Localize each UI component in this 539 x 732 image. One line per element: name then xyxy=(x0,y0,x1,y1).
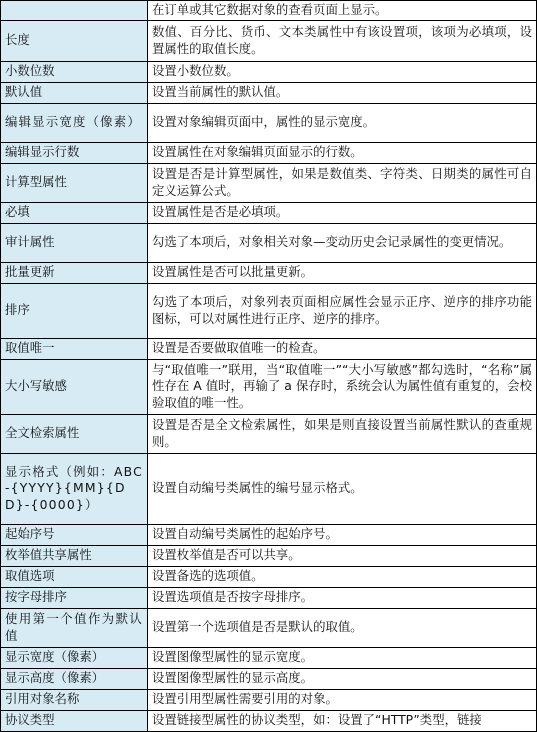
table-row xyxy=(1,414,537,453)
table-row xyxy=(1,283,537,338)
table-row xyxy=(1,82,537,103)
setting-name-cell: 协议类型 xyxy=(1,710,148,731)
table-row xyxy=(1,202,537,223)
table-row xyxy=(1,223,537,262)
setting-name-cell: 长度 xyxy=(1,20,148,61)
setting-description-cell: 设置对象编辑页面中，属性的显示宽度。 xyxy=(148,103,537,142)
table-row xyxy=(1,524,537,545)
table-row xyxy=(1,20,537,61)
setting-description-cell: 设置是否要做取值唯一的检查。 xyxy=(148,338,537,359)
setting-description-cell: 设置图像型属性的显示宽度。 xyxy=(148,647,537,668)
table-row xyxy=(1,587,537,608)
setting-name-cell: 大小写敏感 xyxy=(1,359,148,414)
setting-description-cell: 数值、百分比、货币、文本类属性中有该设置项，该项为必填项，设置属性的取值长度。 xyxy=(148,20,537,61)
table-row xyxy=(1,338,537,359)
setting-name-cell: 取值唯一 xyxy=(1,338,148,359)
setting-description-cell: 设置链接型属性的协议类型，如：设置了“HTTP”类型，链接 xyxy=(148,710,537,731)
setting-name-cell: 枚举值共享属性 xyxy=(1,545,148,566)
setting-description-cell: 勾选了本项后，对象相关对象—变动历史会记录属性的变更情况。 xyxy=(148,223,537,262)
table-row xyxy=(1,163,537,202)
setting-description-cell: 设置图像型属性的显示高度。 xyxy=(148,668,537,689)
table-row xyxy=(1,1,537,21)
setting-description-cell: 设置属性是否可以批量更新。 xyxy=(148,262,537,283)
setting-name-cell: 编辑显示行数 xyxy=(1,142,148,163)
table-row xyxy=(1,103,537,142)
setting-description-cell: 设置自动编号类属性的起始序号。 xyxy=(148,524,537,545)
setting-description-cell: 在订单或其它数据对象的查看页面上显示。 xyxy=(148,1,537,21)
setting-name-cell: 默认值 xyxy=(1,82,148,103)
setting-description-cell: 设置属性是否是必填项。 xyxy=(148,202,537,223)
setting-description-cell: 设置是否是全文检索属性，如果是则直接设置当前属性默认的查重规则。 xyxy=(148,414,537,453)
setting-name-cell: 小数位数 xyxy=(1,61,148,82)
table-row xyxy=(1,61,537,82)
table-row xyxy=(1,262,537,283)
table-row xyxy=(1,453,537,524)
setting-description-cell: 设置选项值是否按字母排序。 xyxy=(148,587,537,608)
table-row xyxy=(1,359,537,414)
setting-name-cell: 审计属性 xyxy=(1,223,148,262)
setting-name-cell: 取值选项 xyxy=(1,566,148,587)
setting-description-cell: 设置小数位数。 xyxy=(148,61,537,82)
setting-name-cell: 排序 xyxy=(1,283,148,338)
table-row xyxy=(1,710,537,731)
setting-description-cell: 设置备选的选项值。 xyxy=(148,566,537,587)
setting-name-cell: 显示格式（例如：ABC-{YYYY}{MM}{DD}-{0000}） xyxy=(1,453,148,524)
setting-description-cell: 设置自动编号类属性的编号显示格式。 xyxy=(148,453,537,524)
setting-name-cell: 计算型属性 xyxy=(1,163,148,202)
table-row xyxy=(1,566,537,587)
setting-description-cell: 设置是否是计算型属性，如果是数值类、字符类、日期类的属性可自定义运算公式。 xyxy=(148,163,537,202)
setting-name-cell: 必填 xyxy=(1,202,148,223)
table-row xyxy=(1,647,537,668)
setting-name-cell: 起始序号 xyxy=(1,524,148,545)
setting-name-cell: 按字母排序 xyxy=(1,587,148,608)
setting-description-cell: 设置枚举值是否可以共享。 xyxy=(148,545,537,566)
table-row xyxy=(1,545,537,566)
setting-name-cell: 编辑显示宽度（像素） xyxy=(1,103,148,142)
table-row xyxy=(1,608,537,647)
table-row xyxy=(1,668,537,689)
setting-name-cell: 批量更新 xyxy=(1,262,148,283)
setting-name-cell: 全文检索属性 xyxy=(1,414,148,453)
setting-description-cell: 设置当前属性的默认值。 xyxy=(148,82,537,103)
setting-description-cell: 设置属性在对象编辑页面显示的行数。 xyxy=(148,142,537,163)
setting-description-cell: 与“取值唯一”联用，当“取值唯一”“大小写敏感”都勾选时，“名称”属性存在 A 值时，再输了 a 保存时，系统会认为属性值有重复的，会校验取值的唯一性。 xyxy=(148,359,537,414)
setting-name-cell: 引用对象名称 xyxy=(1,689,148,710)
setting-name-cell: 使用第一个值作为默认值 xyxy=(1,608,148,647)
table-row xyxy=(1,142,537,163)
setting-name-cell: 显示宽度（像素） xyxy=(1,647,148,668)
setting-name-cell xyxy=(1,1,148,21)
setting-description-cell: 设置引用型属性需要引用的对象。 xyxy=(148,689,537,710)
setting-name-cell: 显示高度（像素） xyxy=(1,668,148,689)
setting-description-cell: 设置第一个选项值是否是默认的取值。 xyxy=(148,608,537,647)
setting-description-cell: 勾选了本项后，对象列表页面相应属性会显示正序、逆序的排序功能图标，可以对属性进行正序、逆序的排序。 xyxy=(148,283,537,338)
